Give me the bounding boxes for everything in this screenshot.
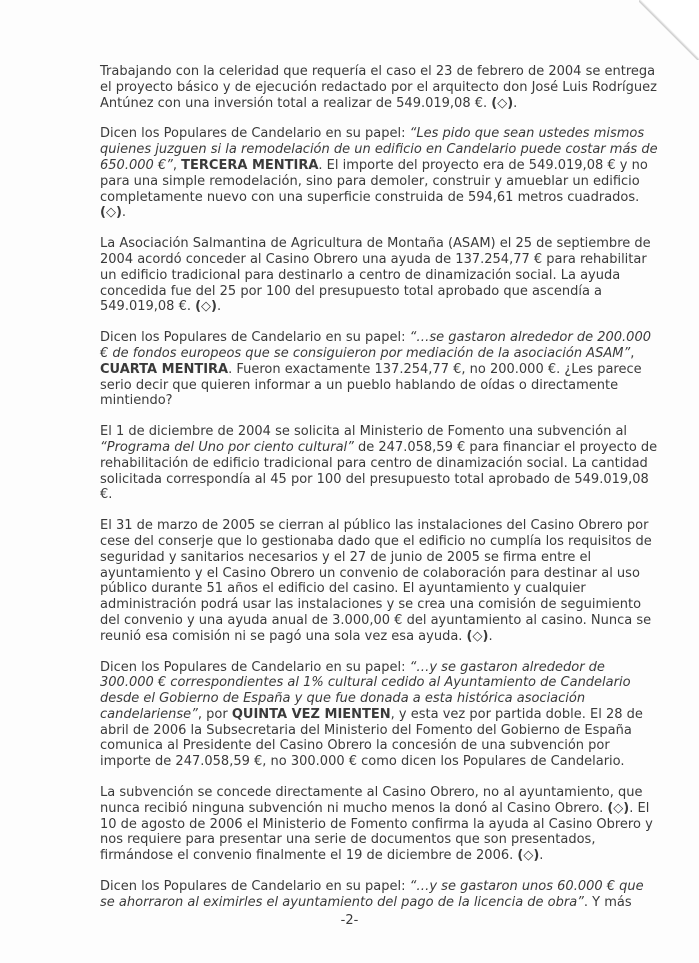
body-text: Dicen los Populares de Candelario en su papel: <box>100 879 410 895</box>
body-text: . Y más <box>583 894 632 910</box>
body-text: Dicen los Populares de Candelario en su papel: <box>100 659 410 675</box>
body-text: . Fueron exactamente 137.254,77 €, no 200.000 €. ¿Les parece serio decir que quieren informar a un pueblo hablando de oídas o directamente mintiendo? <box>100 361 642 409</box>
quoted-text: “…se gastaron alrededor de 200.000 € de fondos europeos que se consiguieron por mediación de la asociación ASAM” <box>100 330 651 361</box>
quoted-text: “Les pido que sean ustedes mismos quienes juzguen si la remodelación de un edificio en Candelario puede costar más de 650.000 €” <box>100 126 658 173</box>
body-text: Dicen los Populares de Candelario en su papel: <box>100 126 410 142</box>
body-text: . <box>513 95 518 111</box>
body-text: El 1 de diciembre de 2004 se solicita al Ministerio de Fomento una subvención al <box>100 424 628 440</box>
quoted-text: “Programa del Uno por ciento cultural” <box>100 439 354 455</box>
body-text: , <box>172 157 182 173</box>
body-text: La Asociación Salmantina de Agricultura de Montaña (ASAM) el 25 de septiembre de 2004 acordó conceder al Casino Obrero una ayuda de 137.254,77 € para rehabilitar un edificio tradicional para destinarlo a centro de dinamización social. La ayuda concedida fue del 25 por 100 del presupuesto total aprobado que ascendía a 549.019,08 €. <box>100 236 651 315</box>
body-text: , <box>630 345 635 361</box>
page-number: -2- <box>340 913 359 928</box>
reference-mark: (◇) <box>195 299 217 315</box>
body-text: . El importe del proyecto era de 549.019,08 € y no para una simple remodelación, sino para demoler, construir y amueblar un edificio completamente nuevo con una superficie construida de 594,61 metros cuadrados. <box>100 157 648 205</box>
body-text: . <box>217 299 222 315</box>
body-text: El 31 de marzo de 2005 se cierran al público las instalaciones del Casino Obrero por cese del conserje que lo gestionaba dado que el edificio no cumplía los requisitos de seguridad y sanitarios necesarios y el 27 de junio de 2005 se firma entre el ayuntamiento y el Casino Obrero un convenio de colaboración para destinar al uso público durante 51 años el edificio del casino. El ayuntamiento y cualquier administración podrá usar las instalaciones y se crea una comisión de seguimiento del convenio y una ayuda anual de 3.000,00 € del ayuntamiento al casino. Nunca se reunió esa comisión ni se pagó una sola vez esa ayuda. <box>100 518 652 644</box>
emphasis-text: QUINTA VEZ MIENTEN <box>231 706 391 722</box>
body-text: Trabajando con la celeridad que requería el caso el 23 de febrero de 2004 se entrega el proyecto básico y de ejecución redactado por el arquitecto don José Luis Rodríguez Antúnez con una inversión total a realizar de 549.019,08 €. <box>100 64 657 111</box>
body-text: Dicen los Populares de Candelario en su papel: <box>100 330 410 346</box>
body-text: La subvención se concede directamente al Casino Obrero, no al ayuntamiento, que nunca recibió ninguna subvención ni mucho menos la donó al Casino Obrero. <box>100 785 643 816</box>
reference-mark: (◇) <box>491 95 514 111</box>
paragraph-p6 <box>100 518 660 644</box>
paragraph-p7 <box>100 660 660 771</box>
page-corner-fold <box>639 0 699 60</box>
paragraph-p8 <box>100 785 660 864</box>
emphasis-text: CUARTA MENTIRA <box>100 361 229 377</box>
reference-mark: (◇) <box>607 800 630 816</box>
body-text: . <box>488 628 493 644</box>
paragraph-p5 <box>100 424 660 503</box>
body-text: de 247.058,59 € para financiar el proyecto de rehabilitación de edificio tradicional para centro de dinamización social. La cantidad solicitada correspondía al 45 por 100 del presupuesto total aprobado de 549.019,08 €. <box>100 439 658 503</box>
paragraph-p1 <box>100 64 660 111</box>
body-text: . <box>539 848 544 864</box>
body-text: . <box>121 205 127 221</box>
reference-mark: (◇) <box>466 628 489 644</box>
paragraph-p3 <box>100 236 660 315</box>
quoted-text: “…y se gastaron unos 60.000 € que se ahorraron al eximirles el ayuntamiento del pago de la licencia de obra” <box>100 879 644 910</box>
reference-mark: (◇) <box>517 848 540 864</box>
quoted-text: “…y se gastaron alrededor de 300.000 € correspondientes al 1% cultural cedido al Ayuntamiento de Candelario desde el Gobierno de España y que fue donada a esta histórica asociación candelariense” <box>100 659 631 722</box>
emphasis-text: TERCERA MENTIRA <box>181 157 319 173</box>
body-text: . El 10 de agosto de 2006 el Ministerio de Fomento confirma la ayuda al Casino Obrero y nos requiere para presentar una serie de documentos que son presentados, firmándose el convenio finalmente el 19 de diciembre de 2006. <box>100 800 653 864</box>
document-body <box>100 64 660 926</box>
reference-mark: (◇) <box>100 205 122 221</box>
paragraph-p9 <box>100 879 660 911</box>
paragraph-p2 <box>100 126 660 221</box>
body-text: , por <box>197 706 232 722</box>
paragraph-p4 <box>100 330 660 409</box>
body-text: , y esta vez por partida doble. El 28 de abril de 2006 la Subsecretaria del Ministerio del Fomento del Gobierno de España comunica al Presidente del Casino Obrero la concesión de una subvención por importe de 247.058,59 €, no 300.000 € como dicen los Populares de Candelario. <box>100 706 643 770</box>
